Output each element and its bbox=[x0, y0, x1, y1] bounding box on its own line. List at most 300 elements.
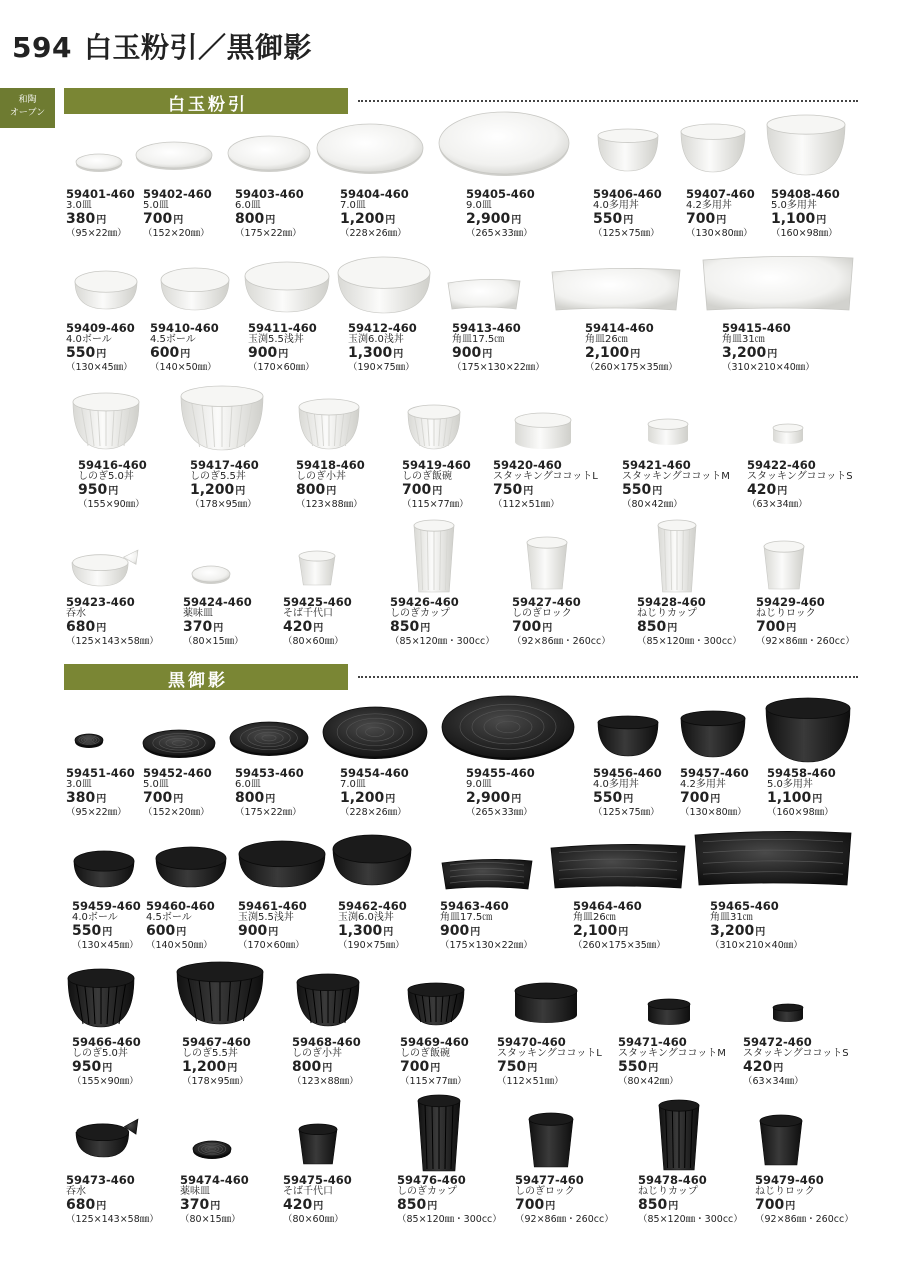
product-item bbox=[573, 900, 666, 952]
price-value: 850 bbox=[390, 619, 420, 635]
product-name: 5.0皿 bbox=[143, 200, 169, 211]
price-yen: 円 bbox=[268, 927, 279, 938]
product-item bbox=[397, 1174, 502, 1226]
product-code: 59401-460 bbox=[66, 187, 135, 201]
product-code: 59476-460 bbox=[397, 1173, 466, 1187]
product-code: 59415-460 bbox=[722, 321, 791, 335]
price-value: 420 bbox=[747, 482, 777, 498]
product-item bbox=[637, 596, 742, 648]
price-value: 800 bbox=[296, 482, 326, 498]
product-price bbox=[66, 791, 135, 807]
product-name: しのぎ5.0丼 bbox=[72, 1048, 128, 1059]
product-price bbox=[78, 483, 147, 499]
product-item bbox=[190, 459, 259, 511]
product-price bbox=[66, 620, 159, 636]
price-yen: 円 bbox=[213, 623, 224, 634]
product-photo-59456-460 bbox=[598, 716, 658, 756]
product-item bbox=[680, 767, 749, 819]
product-size: （140×50㎜） bbox=[146, 940, 213, 951]
product-code: 59457-460 bbox=[680, 766, 749, 780]
product-price bbox=[183, 620, 252, 636]
product-item bbox=[146, 900, 215, 952]
product-price bbox=[340, 212, 409, 228]
product-name: 玉渕6.0浅丼 bbox=[338, 912, 394, 923]
price-yen: 円 bbox=[630, 349, 641, 360]
price-value: 1,100 bbox=[771, 211, 816, 227]
product-size: （80×15㎜） bbox=[183, 636, 244, 647]
product-price bbox=[593, 791, 662, 807]
product-price bbox=[143, 212, 212, 228]
product-code: 59473-460 bbox=[66, 1173, 135, 1187]
price-value: 850 bbox=[397, 1197, 427, 1213]
product-photo-59469-460 bbox=[408, 983, 464, 1025]
product-size: （175×22㎜） bbox=[235, 228, 302, 239]
price-value: 800 bbox=[235, 790, 265, 806]
product-size: （130×80㎜） bbox=[686, 228, 753, 239]
product-photo-59404-460 bbox=[317, 124, 423, 174]
product-item bbox=[618, 1036, 726, 1088]
product-item bbox=[593, 188, 662, 240]
product-name: 4.5ボール bbox=[150, 334, 196, 345]
product-name: ねじりカップ bbox=[637, 608, 697, 619]
product-item bbox=[348, 322, 417, 374]
price-value: 900 bbox=[248, 345, 278, 361]
product-name: そば千代口 bbox=[283, 1186, 333, 1197]
price-yen: 円 bbox=[785, 1201, 796, 1212]
price-yen: 円 bbox=[96, 1201, 107, 1212]
product-size: （170×60㎜） bbox=[238, 940, 305, 951]
product-size: （175×22㎜） bbox=[235, 807, 302, 818]
product-item bbox=[235, 767, 304, 819]
product-photo-59453-460 bbox=[230, 722, 308, 756]
product-item bbox=[515, 1174, 614, 1226]
price-value: 700 bbox=[512, 619, 542, 635]
product-item bbox=[512, 596, 611, 648]
product-size: （155×90㎜） bbox=[72, 1076, 139, 1087]
product-code: 59472-460 bbox=[743, 1035, 812, 1049]
product-name: 呑水 bbox=[66, 608, 86, 619]
product-code: 59426-460 bbox=[390, 595, 459, 609]
product-price bbox=[755, 1198, 854, 1214]
product-name: スタッキングココットS bbox=[747, 471, 853, 482]
product-code: 59423-460 bbox=[66, 595, 135, 609]
product-photo-59459-460 bbox=[74, 851, 134, 887]
price-yen: 円 bbox=[623, 215, 634, 226]
product-name: スタッキングココットL bbox=[497, 1048, 602, 1059]
product-photo-59424-460 bbox=[192, 566, 230, 584]
product-size: （160×98㎜） bbox=[767, 807, 834, 818]
price-yen: 円 bbox=[173, 215, 184, 226]
product-size: （260×175×35㎜） bbox=[585, 362, 678, 373]
product-item bbox=[248, 322, 317, 374]
product-price bbox=[686, 212, 755, 228]
price-yen: 円 bbox=[278, 349, 289, 360]
product-price bbox=[622, 483, 730, 499]
product-name: 4.0ボール bbox=[72, 912, 118, 923]
product-size: （80×42㎜） bbox=[622, 499, 683, 510]
product-item bbox=[72, 1036, 141, 1088]
product-name: 角皿26㎝ bbox=[573, 912, 616, 923]
price-value: 420 bbox=[283, 619, 313, 635]
product-item bbox=[340, 767, 409, 819]
price-value: 750 bbox=[493, 482, 523, 498]
product-item bbox=[238, 900, 307, 952]
price-value: 680 bbox=[66, 619, 96, 635]
price-yen: 円 bbox=[265, 215, 276, 226]
product-code: 59406-460 bbox=[593, 187, 662, 201]
price-yen: 円 bbox=[716, 215, 727, 226]
product-photo-59461-460 bbox=[239, 841, 325, 887]
product-code: 59471-460 bbox=[618, 1035, 687, 1049]
price-value: 900 bbox=[452, 345, 482, 361]
price-value: 1,300 bbox=[338, 923, 383, 939]
product-photo-59411-460 bbox=[245, 262, 329, 312]
price-value: 1,100 bbox=[767, 790, 812, 806]
section-title-white: 白玉粉引 bbox=[168, 95, 248, 115]
product-item bbox=[66, 322, 135, 374]
product-photo-59406-460 bbox=[598, 129, 658, 171]
price-value: 1,200 bbox=[340, 790, 385, 806]
product-code: 59402-460 bbox=[143, 187, 212, 201]
product-name: スタッキングココットM bbox=[622, 471, 730, 482]
price-yen: 円 bbox=[786, 623, 797, 634]
price-yen: 円 bbox=[667, 623, 678, 634]
product-item bbox=[440, 900, 533, 952]
price-yen: 円 bbox=[511, 794, 522, 805]
product-code: 59462-460 bbox=[338, 899, 407, 913]
product-name: ねじりロック bbox=[755, 1186, 815, 1197]
price-value: 600 bbox=[150, 345, 180, 361]
product-code: 59455-460 bbox=[466, 766, 535, 780]
category-tab-line2: オーブン bbox=[9, 108, 46, 118]
product-name: 6.0皿 bbox=[235, 200, 261, 211]
product-size: （160×98㎜） bbox=[771, 228, 838, 239]
product-name: そば千代口 bbox=[283, 608, 333, 619]
product-photo-59427-460 bbox=[527, 537, 567, 589]
product-size: （130×45㎜） bbox=[66, 362, 133, 373]
product-photo-59479-460 bbox=[760, 1115, 802, 1165]
price-value: 700 bbox=[402, 482, 432, 498]
product-item bbox=[402, 459, 471, 511]
product-size: （310×210×40㎜） bbox=[722, 362, 815, 373]
product-size: （92×86㎜・260cc） bbox=[755, 1214, 854, 1225]
product-price bbox=[743, 1060, 849, 1076]
product-price bbox=[180, 1198, 249, 1214]
product-size: （95×22㎜） bbox=[66, 228, 127, 239]
price-value: 380 bbox=[66, 211, 96, 227]
product-item bbox=[143, 767, 212, 819]
product-price bbox=[440, 924, 533, 940]
product-code: 59463-460 bbox=[440, 899, 509, 913]
product-price bbox=[710, 924, 803, 940]
product-code: 59412-460 bbox=[348, 321, 417, 335]
product-price bbox=[146, 924, 215, 940]
product-price bbox=[150, 346, 219, 362]
product-item bbox=[66, 188, 135, 240]
price-yen: 円 bbox=[383, 927, 394, 938]
price-value: 1,200 bbox=[340, 211, 385, 227]
product-price bbox=[292, 1060, 361, 1076]
product-price bbox=[283, 620, 352, 636]
product-code: 59410-460 bbox=[150, 321, 219, 335]
product-size: （125×75㎜） bbox=[593, 807, 660, 818]
product-size: （130×45㎜） bbox=[72, 940, 139, 951]
product-name: 玉渕5.5浅丼 bbox=[248, 334, 304, 345]
product-price bbox=[747, 483, 853, 499]
product-code: 59405-460 bbox=[466, 187, 535, 201]
product-photo-59473-460 bbox=[76, 1119, 138, 1157]
price-yen: 円 bbox=[482, 349, 493, 360]
product-name: 玉渕5.5浅丼 bbox=[238, 912, 294, 923]
price-yen: 円 bbox=[618, 927, 629, 938]
product-code: 59417-460 bbox=[190, 458, 259, 472]
product-item bbox=[466, 188, 535, 240]
product-code: 59418-460 bbox=[296, 458, 365, 472]
price-yen: 円 bbox=[527, 1063, 538, 1074]
price-value: 700 bbox=[686, 211, 716, 227]
product-item bbox=[150, 322, 219, 374]
product-code: 59461-460 bbox=[238, 899, 307, 913]
product-code: 59478-460 bbox=[638, 1173, 707, 1187]
product-size: （85×120㎜・300cc） bbox=[390, 636, 495, 647]
price-value: 700 bbox=[143, 211, 173, 227]
price-yen: 円 bbox=[648, 1063, 659, 1074]
product-photo-59401-460 bbox=[76, 154, 122, 172]
product-photo-59470-460 bbox=[515, 983, 577, 1023]
product-photo-59462-460 bbox=[333, 835, 411, 885]
product-item bbox=[66, 596, 159, 648]
product-size: （85×120㎜・300cc） bbox=[638, 1214, 743, 1225]
product-price bbox=[771, 212, 840, 228]
product-code: 59411-460 bbox=[248, 321, 317, 335]
product-photo-59418-460 bbox=[299, 399, 359, 449]
product-size: （170×60㎜） bbox=[248, 362, 315, 373]
product-item bbox=[390, 596, 495, 648]
product-name: 4.2多用丼 bbox=[686, 200, 732, 211]
price-value: 1,200 bbox=[182, 1059, 227, 1075]
product-photo-59471-460 bbox=[648, 999, 690, 1025]
product-photo-59474-460 bbox=[193, 1141, 231, 1159]
price-yen: 円 bbox=[755, 927, 766, 938]
product-price bbox=[618, 1060, 726, 1076]
product-size: （85×120㎜・300cc） bbox=[637, 636, 742, 647]
product-code: 59407-460 bbox=[686, 187, 755, 201]
product-photo-59410-460 bbox=[161, 268, 229, 310]
product-code: 59413-460 bbox=[452, 321, 521, 335]
product-item bbox=[235, 188, 304, 240]
product-code: 59456-460 bbox=[593, 766, 662, 780]
price-value: 550 bbox=[72, 923, 102, 939]
price-yen: 円 bbox=[265, 794, 276, 805]
product-price bbox=[66, 212, 135, 228]
product-size: （228×26㎜） bbox=[340, 807, 407, 818]
product-price bbox=[497, 1060, 602, 1076]
product-code: 59454-460 bbox=[340, 766, 409, 780]
price-value: 380 bbox=[66, 790, 96, 806]
price-value: 370 bbox=[180, 1197, 210, 1213]
product-photo-59413-460 bbox=[448, 279, 520, 309]
price-yen: 円 bbox=[385, 215, 396, 226]
product-photo-59477-460 bbox=[529, 1113, 573, 1167]
page-number: 594 bbox=[12, 31, 72, 64]
product-price bbox=[190, 483, 259, 499]
product-name: 角皿17.5㎝ bbox=[452, 334, 505, 345]
product-size: （85×120㎜・300cc） bbox=[397, 1214, 502, 1225]
product-code: 59467-460 bbox=[182, 1035, 251, 1049]
product-price bbox=[238, 924, 307, 940]
price-value: 700 bbox=[756, 619, 786, 635]
price-value: 1,300 bbox=[348, 345, 393, 361]
product-name: しのぎ5.5丼 bbox=[182, 1048, 238, 1059]
product-item bbox=[338, 900, 407, 952]
product-name: 3.0皿 bbox=[66, 200, 92, 211]
product-code: 59408-460 bbox=[771, 187, 840, 201]
product-photo-59451-460 bbox=[75, 734, 103, 748]
product-code: 59464-460 bbox=[573, 899, 642, 913]
product-code: 59421-460 bbox=[622, 458, 691, 472]
product-size: （80×15㎜） bbox=[180, 1214, 241, 1225]
product-code: 59466-460 bbox=[72, 1035, 141, 1049]
product-name: 6.0皿 bbox=[235, 779, 261, 790]
price-yen: 円 bbox=[668, 1201, 679, 1212]
product-code: 59458-460 bbox=[767, 766, 836, 780]
product-size: （92×86㎜・260cc） bbox=[512, 636, 611, 647]
product-price bbox=[402, 483, 471, 499]
product-size: （178×95㎜） bbox=[182, 1076, 249, 1087]
product-size: （125×75㎜） bbox=[593, 228, 660, 239]
price-yen: 円 bbox=[523, 486, 534, 497]
price-yen: 円 bbox=[767, 349, 778, 360]
product-item bbox=[710, 900, 803, 952]
product-price bbox=[585, 346, 678, 362]
product-photo-59414-460 bbox=[552, 268, 680, 310]
product-size: （175×130×22㎜） bbox=[452, 362, 545, 373]
price-value: 850 bbox=[638, 1197, 668, 1213]
product-name: ねじりロック bbox=[756, 608, 816, 619]
product-name: 4.0多用丼 bbox=[593, 779, 639, 790]
price-yen: 円 bbox=[210, 1201, 221, 1212]
product-price bbox=[235, 212, 304, 228]
product-size: （123×88㎜） bbox=[292, 1076, 359, 1087]
price-yen: 円 bbox=[816, 215, 827, 226]
product-name: 7.0皿 bbox=[340, 779, 366, 790]
product-size: （112×51㎜） bbox=[497, 1076, 564, 1087]
price-yen: 円 bbox=[96, 349, 107, 360]
product-item bbox=[767, 767, 836, 819]
product-code: 59428-460 bbox=[637, 595, 706, 609]
price-value: 420 bbox=[283, 1197, 313, 1213]
product-name: しのぎカップ bbox=[397, 1186, 457, 1197]
product-code: 59475-460 bbox=[283, 1173, 352, 1187]
product-item bbox=[182, 1036, 251, 1088]
product-size: （80×60㎜） bbox=[283, 636, 344, 647]
product-name: 5.0多用丼 bbox=[767, 779, 813, 790]
price-yen: 円 bbox=[176, 927, 187, 938]
product-size: （140×50㎜） bbox=[150, 362, 217, 373]
price-value: 1,200 bbox=[190, 482, 235, 498]
product-code: 59465-460 bbox=[710, 899, 779, 913]
price-yen: 円 bbox=[313, 623, 324, 634]
product-price bbox=[390, 620, 495, 636]
product-price bbox=[493, 483, 598, 499]
price-value: 3,200 bbox=[722, 345, 767, 361]
product-size: （175×130×22㎜） bbox=[440, 940, 533, 951]
price-yen: 円 bbox=[432, 486, 443, 497]
product-code: 59469-460 bbox=[400, 1035, 469, 1049]
product-name: 呑水 bbox=[66, 1186, 86, 1197]
price-value: 2,900 bbox=[466, 790, 511, 806]
product-photo-59419-460 bbox=[408, 405, 460, 449]
price-yen: 円 bbox=[470, 927, 481, 938]
product-item bbox=[593, 767, 662, 819]
price-value: 700 bbox=[680, 790, 710, 806]
product-size: （228×26㎜） bbox=[340, 228, 407, 239]
product-price bbox=[638, 1198, 743, 1214]
product-price bbox=[248, 346, 317, 362]
price-yen: 円 bbox=[427, 1201, 438, 1212]
price-value: 2,100 bbox=[585, 345, 630, 361]
product-code: 59424-460 bbox=[183, 595, 252, 609]
product-name: 角皿17.5㎝ bbox=[440, 912, 493, 923]
product-item bbox=[686, 188, 755, 240]
product-code: 59414-460 bbox=[585, 321, 654, 335]
product-item bbox=[493, 459, 598, 511]
product-name: 4.0ボール bbox=[66, 334, 112, 345]
product-size: （95×22㎜） bbox=[66, 807, 127, 818]
price-yen: 円 bbox=[326, 486, 337, 497]
product-price bbox=[66, 1198, 159, 1214]
product-size: （190×75㎜） bbox=[348, 362, 415, 373]
product-item bbox=[66, 1174, 159, 1226]
price-yen: 円 bbox=[420, 623, 431, 634]
product-name: 9.0皿 bbox=[466, 200, 492, 211]
product-price bbox=[66, 346, 135, 362]
product-code: 59479-460 bbox=[755, 1173, 824, 1187]
category-tab-line1: 和陶 bbox=[18, 95, 37, 105]
product-photo-59405-460 bbox=[439, 112, 569, 176]
price-yen: 円 bbox=[652, 486, 663, 497]
product-price bbox=[593, 212, 662, 228]
price-value: 2,100 bbox=[573, 923, 618, 939]
product-photo-59415-460 bbox=[703, 256, 853, 310]
price-value: 550 bbox=[593, 790, 623, 806]
product-price bbox=[680, 791, 749, 807]
product-size: （265×33㎜） bbox=[466, 228, 533, 239]
price-value: 800 bbox=[292, 1059, 322, 1075]
product-photo-59472-460 bbox=[773, 1004, 803, 1022]
product-price bbox=[637, 620, 742, 636]
product-price bbox=[722, 346, 815, 362]
product-name: 5.0皿 bbox=[143, 779, 169, 790]
price-yen: 円 bbox=[96, 623, 107, 634]
product-item bbox=[78, 459, 147, 511]
price-value: 550 bbox=[593, 211, 623, 227]
product-photo-59428-460 bbox=[658, 520, 696, 592]
product-name: しのぎ飯碗 bbox=[400, 1048, 450, 1059]
product-name: 4.2多用丼 bbox=[680, 779, 726, 790]
product-price bbox=[348, 346, 417, 362]
product-code: 59474-460 bbox=[180, 1173, 249, 1187]
product-photo-59426-460 bbox=[414, 520, 454, 592]
product-price bbox=[397, 1198, 502, 1214]
price-yen: 円 bbox=[430, 1063, 441, 1074]
price-yen: 円 bbox=[623, 794, 634, 805]
price-yen: 円 bbox=[102, 927, 113, 938]
product-size: （155×90㎜） bbox=[78, 499, 145, 510]
product-item bbox=[66, 767, 135, 819]
product-photo-59464-460 bbox=[551, 844, 685, 888]
product-photo-59458-460 bbox=[766, 698, 850, 762]
